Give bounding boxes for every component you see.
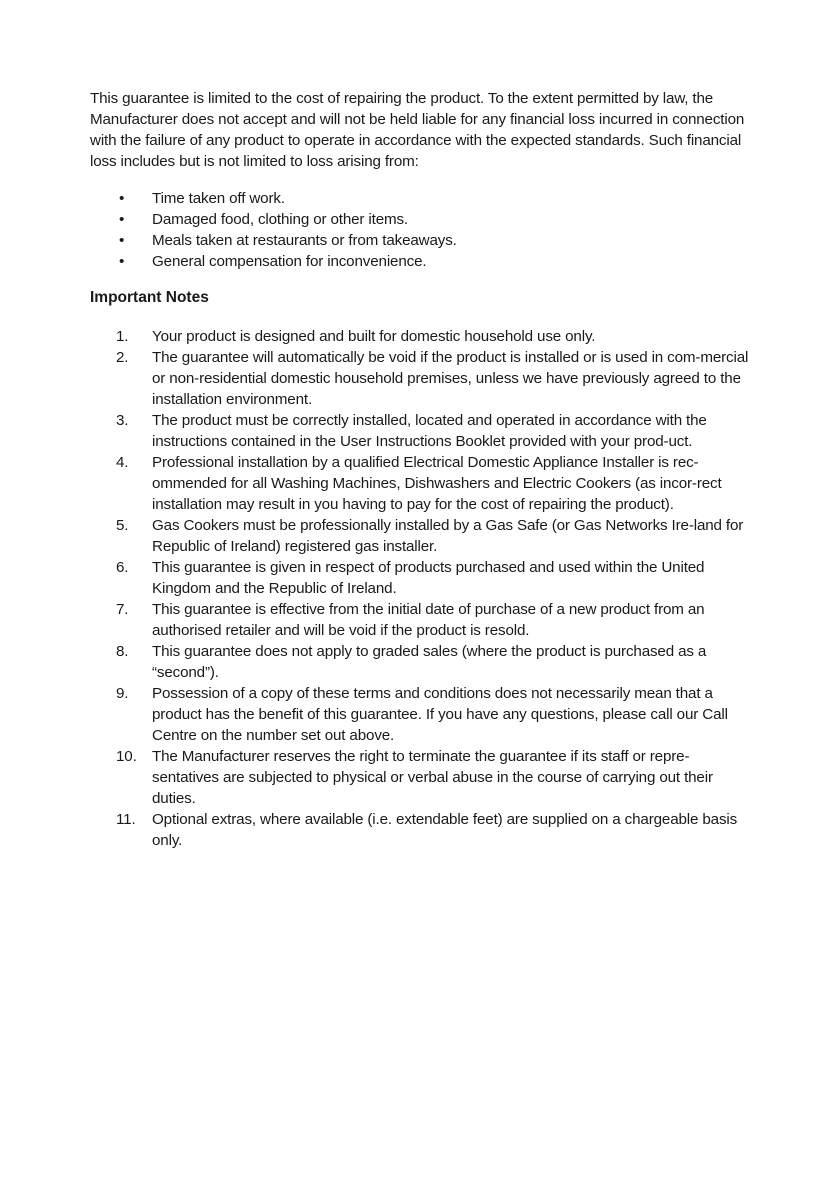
note-text: Possession of a copy of these terms and conditions does not necessarily mean that a product has the benefit of this guarantee. If you have any questions, please call our Call Centre on the number set out above.: [152, 685, 728, 744]
page-content: [90, 88, 750, 851]
list-item-text: Time taken off work.: [152, 190, 285, 207]
note-item: [90, 452, 750, 515]
loss-list: [90, 188, 750, 272]
note-number: 9.: [116, 685, 129, 702]
note-number: 4.: [116, 454, 129, 471]
intro-paragraph: This guarantee is limited to the cost of repairing the product. To the extent permitted by law, the Manufacturer does not accept and will not be held liable for any financial loss incurred in connection with the failure of any product to operate in accordance with the expected standards. Such financial loss includes but is not limited to loss arising from:: [90, 90, 745, 170]
note-text: This guarantee does not apply to graded sales (where the product is purchased as a “second”).: [152, 643, 707, 681]
section-heading: Important Notes: [90, 289, 209, 306]
note-number: 1.: [116, 328, 129, 345]
note-text: The guarantee will automatically be void if the product is installed or is used in com-mercial or non-residential domestic household premises, unless we have previously agreed to the installation environment.: [152, 349, 749, 408]
bullet-icon: •: [119, 211, 125, 228]
note-item: [90, 347, 750, 410]
note-text: Professional installation by a qualified Electrical Domestic Appliance Installer is rec-ommended for all Washing Machines, Dishwashers and Electric Cookers (as incor-rect installation may result in you having to pay for the cost of repairing the product).: [152, 454, 722, 513]
note-text: This guarantee is effective from the initial date of purchase of a new product from an authorised retailer and will be void if the product is resold.: [152, 601, 705, 639]
note-item: [90, 557, 750, 599]
note-number: 3.: [116, 412, 129, 429]
list-item: [90, 209, 750, 230]
note-text: Optional extras, where available (i.e. extendable feet) are supplied on a chargeable basis only.: [152, 811, 738, 849]
list-item-text: Meals taken at restaurants or from takeaways.: [152, 232, 457, 249]
note-number: 5.: [116, 517, 129, 534]
note-item: [90, 599, 750, 641]
note-item: [90, 683, 750, 746]
bullet-icon: •: [119, 232, 125, 249]
note-item: [90, 746, 750, 809]
note-number: 8.: [116, 643, 129, 660]
bullet-icon: •: [119, 190, 125, 207]
note-text: The product must be correctly installed, located and operated in accordance with the instructions contained in the User Instructions Booklet provided with your prod-uct.: [152, 412, 707, 450]
bullet-icon: •: [119, 253, 125, 270]
note-item: [90, 326, 750, 347]
note-item: [90, 809, 750, 851]
note-item: [90, 641, 750, 683]
list-item-text: Damaged food, clothing or other items.: [152, 211, 409, 228]
note-text: The Manufacturer reserves the right to terminate the guarantee if its staff or repre-sentatives are subjected to physical or verbal abuse in the course of carrying out their duties.: [152, 748, 713, 807]
list-item: [90, 188, 750, 209]
notes-list: [90, 326, 750, 851]
note-item: [90, 515, 750, 557]
note-text: Gas Cookers must be professionally installed by a Gas Safe (or Gas Networks Ire-land for Republic of Ireland) registered gas installer.: [152, 517, 744, 555]
note-text: This guarantee is given in respect of products purchased and used within the United Kingdom and the Republic of Ireland.: [152, 559, 705, 597]
note-number: 2.: [116, 349, 129, 366]
list-item: [90, 251, 750, 272]
list-item-text: General compensation for inconvenience.: [152, 253, 427, 270]
note-number: 6.: [116, 559, 129, 576]
note-number: 10.: [116, 748, 137, 765]
note-number: 7.: [116, 601, 129, 618]
note-item: [90, 410, 750, 452]
note-text: Your product is designed and built for domestic household use only.: [152, 328, 596, 345]
note-number: 11.: [116, 811, 136, 828]
list-item: [90, 230, 750, 251]
